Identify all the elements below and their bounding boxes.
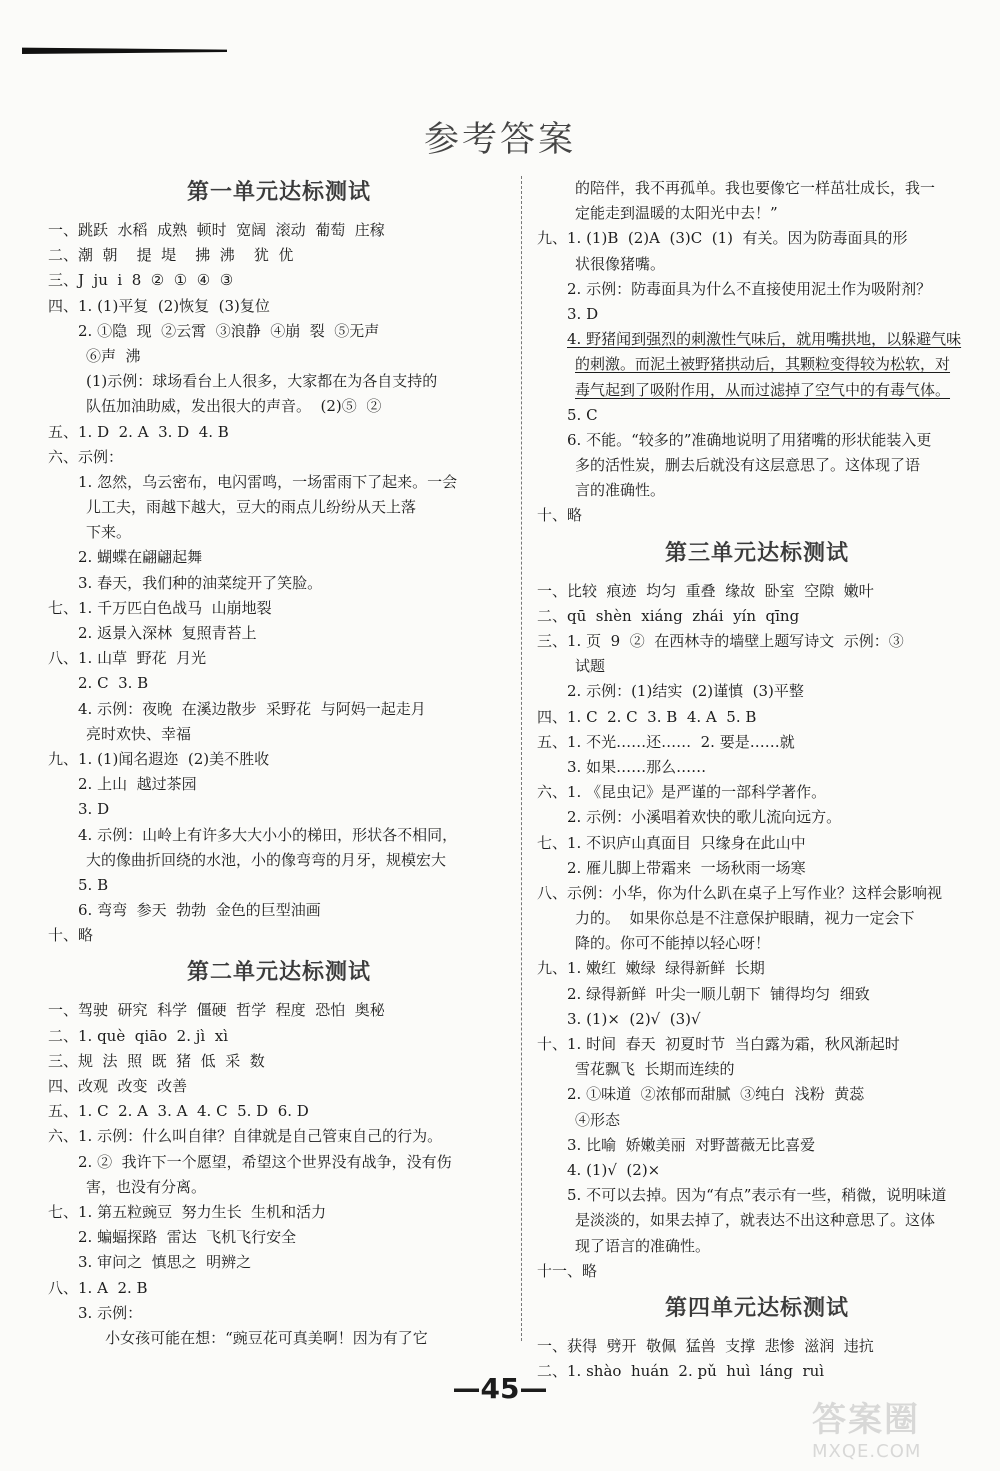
answer-line: 3. 春天，我们种的油菜绽开了笑脸。 xyxy=(78,573,323,592)
answer-line: 2. 示例：防毒面具为什么不直接使用泥土作为吸附剂？ xyxy=(567,279,932,298)
answer-line: 4. (1)√ (2)× xyxy=(567,1160,661,1179)
answer-line: 亮时欢快、幸福 xyxy=(86,724,192,743)
answer-line: 2. 返景入深林 复照青苔上 xyxy=(78,624,257,642)
answer-line: 力的。 如果你总是不注意保护眼睛，视力一定会下 xyxy=(575,909,915,928)
answer-line: 十一、略 xyxy=(537,1261,598,1280)
unit-title: 第四单元达标测试 xyxy=(664,1295,849,1321)
answer-line: 四、1. (1)平复 (2)恢复 (3)复位 xyxy=(48,296,270,315)
answer-line: 队伍加油助威，发出很大的声音。 (2)⑤ ② xyxy=(86,397,382,416)
answer-line: 一、驾驶 研究 科学 僵硬 哲学 程度 恐怕 奥秘 xyxy=(48,1001,385,1020)
answer-line: 2. 上山 越过茶园 xyxy=(78,775,197,794)
answer-line: 6. 弯弯 参天 勃勃 金色的巨型油画 xyxy=(78,901,321,920)
answer-line: 七、1. 千万匹白色战马 山崩地裂 xyxy=(48,598,272,617)
answer-line: 五、1. D 2. A 3. D 4. B xyxy=(48,422,229,441)
answer-line: 三、规 法 照 既 猪 低 采 数 xyxy=(48,1051,265,1070)
answer-line: 二、1. què qiāo 2. jì xì xyxy=(48,1026,228,1045)
unit-title: 第一单元达标测试 xyxy=(186,180,371,205)
unit-title: 第三单元达标测试 xyxy=(664,540,849,566)
answer-line: 2. C 3. B xyxy=(78,674,149,693)
watermark-url: MXQE.COM xyxy=(812,1441,922,1462)
answer-line: 雪花飘飞 长期而连续的 xyxy=(575,1060,735,1079)
answer-line: 2. 蝴蝶在翩翩起舞 xyxy=(78,548,203,567)
answer-line: 现了语言的准确性。 xyxy=(575,1236,711,1255)
answer-line: 九、1. (1)B (2)A (3)C (1) 有关。因为防毒面具的形 xyxy=(537,229,908,248)
answer-line: 2. 示例：小溪唱着欢快的歌儿流向远方。 xyxy=(567,808,842,827)
answer-line: (1)示例：球场看台上人很多，大家都在为各自支持的 xyxy=(86,372,438,391)
answer-line: 的刺激。而泥土被野猪拱动后，其颗粒变得较为松软，对 xyxy=(575,355,951,374)
answer-line: 5. B xyxy=(78,875,109,894)
answer-line: 的陪伴，我不再孤单。我也要像它一样茁壮成长，我一 xyxy=(575,179,936,197)
answer-line: 六、1. 《昆虫记》是严谨的一部科学著作。 xyxy=(537,783,827,802)
answer-line: 1. 忽然，乌云密布，电闪雷鸣，一场雷雨下了起来。一会 xyxy=(78,472,458,491)
answer-line: 多的活性炭，删去后就没有这层意思了。这体现了语 xyxy=(575,456,921,475)
answer-line: 定能走到温暖的太阳光中去！” xyxy=(575,204,778,223)
answer-line: 5. 不可以去掉。因为“有点”表示有一些，稍微，说明味道 xyxy=(567,1186,947,1205)
answer-line: 2. 示例：(1)结实 (2)谨慎 (3)平整 xyxy=(567,682,804,701)
answer-line: 六、1. 示例：什么叫自律？自律就是自己管束自己的行为。 xyxy=(48,1127,443,1146)
answer-line: 试题 xyxy=(575,657,606,676)
answer-line: 一、跳跃 水稻 成熟 顿时 宽阔 滚动 葡萄 庄稼 xyxy=(48,221,385,239)
answer-line: 2. ② 我许下一个愿望，希望这个世界没有战争，没有伤 xyxy=(78,1152,452,1171)
answer-line: 6. 不能。“较多的”准确地说明了用猪嘴的形状能装入更 xyxy=(567,430,932,449)
answer-line: 言的准确性。 xyxy=(575,481,666,500)
unit-title: 第二单元达标测试 xyxy=(186,960,371,986)
answer-line: 五、1. 不光……还…… 2. 要是……就 xyxy=(537,732,795,751)
answer-line: 三、1. 页 9 ② 在西林寺的墙壁上题写诗文 示例：③ xyxy=(537,632,904,650)
answer-line: 一、比较 痕迹 均匀 重叠 缘故 卧室 空隙 嫩叶 xyxy=(537,581,874,600)
watermark-logo xyxy=(812,1392,972,1464)
answer-line: 十、1. 时间 春天 初夏时节 当白露为霜，秋风渐起时 xyxy=(537,1035,900,1053)
answer-line: 4. 示例：山岭上有许多大大小小的梯田，形状各不相同， xyxy=(78,825,458,844)
answer-line: 4. 野猪闻到强烈的刺激性气味后，就用嘴拱地，以躲避气味 xyxy=(567,330,962,349)
answer-line: 七、1. 第五粒豌豆 努力生长 生机和活力 xyxy=(48,1202,327,1221)
answer-line: 下来。 xyxy=(86,523,132,542)
answer-line: 4. 示例：夜晚 在溪边散步 采野花 与阿妈一起走月 xyxy=(78,699,426,718)
answer-line: 九、1. 嫩红 嫩绿 绿得新鲜 长期 xyxy=(537,959,765,978)
answer-line: 一、获得 劈开 敬佩 猛兽 支撑 悲惨 滋润 违抗 xyxy=(537,1336,874,1355)
answer-line: 5. C xyxy=(567,405,598,424)
answer-line: 七、1. 不识庐山真面目 只缘身在此山中 xyxy=(537,833,806,852)
answer-line: 状很像猪嘴。 xyxy=(575,254,666,273)
answer-line: 八、1. A 2. B xyxy=(48,1278,148,1297)
answer-line: 毒气起到了吸附作用，从而过滤掉了空气中的有毒气体。 xyxy=(575,380,951,399)
watermark-text: 答案圈 xyxy=(812,1400,920,1440)
answer-line: 3. 如果……那么…… xyxy=(567,757,707,776)
column-divider xyxy=(521,176,522,1341)
answer-line: 2. ①隐 现 ②云霄 ③浪静 ④崩 裂 ⑤无声 xyxy=(78,321,380,340)
answer-line: ④形态 xyxy=(575,1110,621,1129)
header-rule xyxy=(22,46,227,54)
answer-line: 八、1. 山草 野花 月光 xyxy=(48,649,207,668)
answer-line: 2. 雁儿脚上带霜来 一场秋雨一场寒 xyxy=(567,858,806,877)
answer-line: 大的像曲折回绕的水池，小的像弯弯的月牙，规模宏大 xyxy=(86,850,447,869)
answer-line: 三、J ju i 8 ② ① ④ ③ xyxy=(48,271,234,290)
left-column xyxy=(48,168,510,1351)
answer-line: 害，也没有分离。 xyxy=(86,1177,207,1196)
answer-line: ⑥声 沸 xyxy=(86,346,141,365)
answer-line: 降的。你可不能掉以轻心呀！ xyxy=(575,934,771,953)
answer-line: 六、示例： xyxy=(48,447,124,466)
answer-line: 3. 比喻 娇嫩美丽 对野蔷薇无比喜爱 xyxy=(567,1135,816,1154)
answer-line: 小女孩可能在想：“豌豆花可真美啊！因为有了它 xyxy=(86,1328,428,1347)
answer-line: 3. D xyxy=(567,304,599,323)
answer-line: 四、改观 改变 改善 xyxy=(48,1077,188,1095)
answer-line: 3. 示例： xyxy=(78,1303,143,1322)
right-column xyxy=(537,176,977,1384)
answer-line: 二、qū shèn xiáng zhái yín qīng xyxy=(537,606,800,625)
answer-line: 八、示例：小华，你为什么趴在桌子上写作业？这样会影响视 xyxy=(537,883,943,902)
answer-line: 3. 审问之 慎思之 明辨之 xyxy=(78,1253,252,1272)
answer-line: 十、略 xyxy=(48,926,94,945)
answer-line: 2. 绿得新鲜 叶尖一顺儿朝下 铺得均匀 细致 xyxy=(567,984,870,1003)
answer-line: 2. ①味道 ②浓郁而甜腻 ③纯白 浅粉 黄蕊 xyxy=(567,1085,865,1104)
answer-line: 2. 蝙蝠探路 雷达 飞机飞行安全 xyxy=(78,1228,297,1247)
answer-line: 四、1. C 2. C 3. B 4. A 5. B xyxy=(537,707,757,726)
answer-line: 二、1. shào huán 2. pǔ huì láng ruì xyxy=(537,1362,825,1381)
answer-line: 是淡淡的，如果去掉了，就表达不出这种意思了。这体 xyxy=(575,1211,936,1230)
answer-line: 二、潮 朝 提 堤 拂 沸 犹 优 xyxy=(48,246,294,265)
answer-line: 儿工夫，雨越下越大，豆大的雨点儿纷纷从天上落 xyxy=(86,498,417,517)
answer-line: 3. D xyxy=(78,800,110,819)
page-number: —45— xyxy=(452,1372,548,1405)
answer-line: 3. (1)× (2)√ (3)√ xyxy=(567,1009,701,1028)
answer-line: 五、1. C 2. A 3. A 4. C 5. D 6. D xyxy=(48,1102,309,1121)
answer-line: 九、1. (1)闻名遐迩 (2)美不胜收 xyxy=(48,749,270,768)
answer-line: 十、略 xyxy=(537,506,583,525)
page-title: 参考答案 xyxy=(423,120,576,160)
